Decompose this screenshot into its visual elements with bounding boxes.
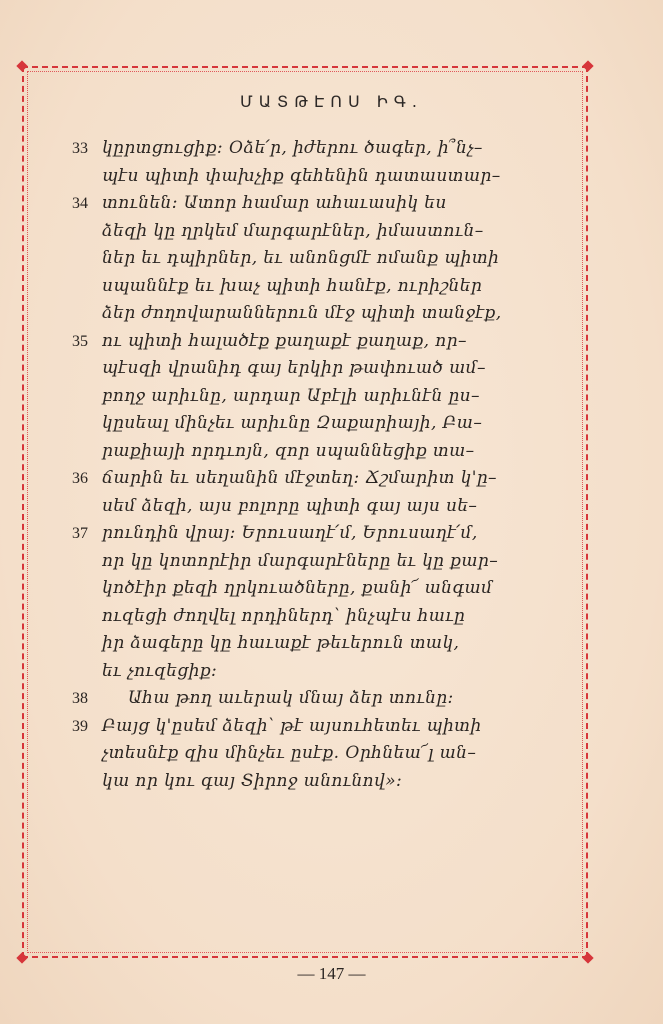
line-text: ձեր ժողովարաններուն մէջ պիտի տանջէք, [102, 303, 502, 323]
line-text: ճարին եւ սեղանին մէջտեղ։ Ճշմարիտ կ'ը– [102, 468, 497, 488]
verse-number: 39 [72, 717, 88, 735]
text-line [68, 740, 538, 768]
text-line [68, 410, 538, 438]
text-line [68, 300, 538, 328]
line-text: սեմ ձեզի, այս բոլորը պիտի գայ այս սե– [102, 495, 478, 516]
text-line [68, 438, 538, 466]
text-line [68, 575, 538, 603]
line-text: կոծէիր քեզի ղրկուածները, քանի՜ անգամ [102, 578, 493, 598]
page-number: — 147 — [297, 964, 366, 983]
line-text: ու պիտի հալածէք քաղաքէ քաղաք, որ– [102, 330, 467, 351]
text-line [68, 713, 538, 741]
line-text: ձեզի կը ղրկեմ մարգարէներ, իմաստուն– [102, 220, 484, 241]
text-line [68, 630, 538, 658]
verse-number: 35 [72, 332, 88, 350]
line-text: րաքիայի որդւոյն, զոր սպաննեցիք տա– [102, 440, 475, 461]
verse-number: 36 [72, 470, 88, 487]
text-line [68, 493, 538, 521]
text-line [68, 383, 538, 411]
text-line [68, 548, 538, 576]
text-line [68, 273, 538, 301]
text-line [68, 135, 538, 163]
line-text: սպաննէք եւ խաչ պիտի հանէք, ուրիշներ [102, 275, 483, 296]
line-text: րունդին վրայ։ Երուսաղէ՛մ, Երուսաղէ՛մ, [102, 523, 478, 543]
line-text: տունեն։ Ատոր համար ահաւասիկ ես [102, 193, 447, 213]
scripture-text [68, 135, 538, 795]
text-line [68, 768, 538, 796]
line-text: Ահա թող աւերակ մնայ ձեր տունը։ [128, 688, 454, 708]
line-text: պէսզի վրանիդ գայ երկիր թափուած ամ– [102, 358, 486, 378]
text-line [68, 245, 538, 273]
text-line [68, 465, 538, 493]
line-text: որ կը կոտորէիր մարգարէները եւ կը քար– [102, 550, 499, 571]
line-text: իր ձագերը կը հաւաքէ թեւերուն տակ, [102, 633, 460, 653]
line-text: պէս պիտի փախչիք գեհենին դատաստար– [102, 165, 501, 186]
verse-number: 37 [72, 525, 88, 542]
text-line [68, 685, 538, 713]
line-text: չտեսնէք զիս մինչեւ ըսէք. Օրհնեա՜լ ան– [102, 743, 477, 763]
verse-number: 38 [72, 690, 88, 707]
line-text: Բայց կ'ըսեմ ձեզի՝ թէ այսուհետեւ պիտի [102, 715, 482, 736]
line-text: կըսեալ մինչեւ արիւնը Զաքարիայի, Բա– [102, 413, 483, 433]
text-line [68, 163, 538, 191]
text-line [68, 218, 538, 246]
running-header: ՄԱՏԹԷՈՍ ԻԳ. [240, 92, 423, 111]
verse-number: 33 [72, 140, 88, 157]
line-text: կա որ կու գայ Տիրոջ անունով»։ [102, 770, 403, 791]
text-line [68, 603, 538, 631]
text-line [68, 190, 538, 218]
verse-number: 34 [72, 195, 88, 212]
text-line [68, 658, 538, 686]
line-text: ուզեցի ժողվել որդիներդ՝ ինչպէս հաւը [102, 605, 466, 626]
text-line [68, 328, 538, 356]
text-line [68, 520, 538, 548]
line-text: բողջ արիւնը, արդար Աբէլի արիւնէն ըս– [102, 385, 480, 406]
line-text: կըրտցուցիք։ Օձե՛ր, իժերու ծագեր, ի՞նչ– [102, 138, 483, 158]
line-text: եւ չուզեցիք։ [102, 660, 218, 681]
line-text: ներ եւ դպիրներ, եւ անոնցմէ ոմանք պիտի [102, 248, 500, 268]
text-line [68, 355, 538, 383]
